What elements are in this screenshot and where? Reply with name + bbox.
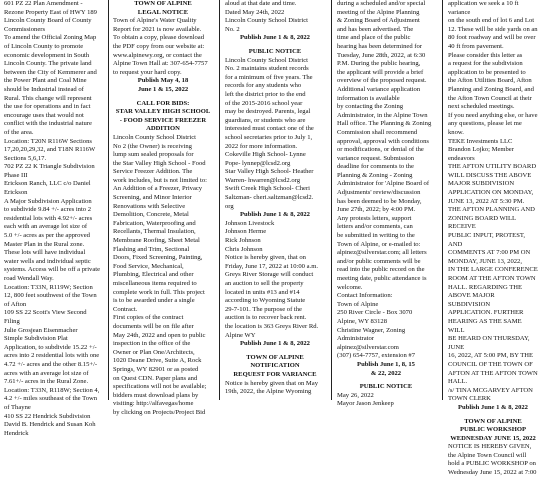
notice-text-line: 40 ft from pavement. (448, 42, 504, 50)
notice-text-line: economic development in South (4, 51, 90, 59)
notice-text-line: the Power Plant and Coal Mine (4, 77, 87, 85)
notice-text-line: to subdivide 9.84 +/- acres into 2 (4, 206, 92, 214)
notice-text-line: Town of Alpine's Water Quality (113, 17, 197, 25)
notice-text-line: CALL FOR BIDS: (136, 99, 190, 107)
notice-text-line: Dated May 24th, 2022 (225, 8, 285, 16)
notice-text-line: Recellants, Thermal Insulation, (113, 228, 196, 236)
column-5 (448, 0, 538, 477)
notice-text-line: Chris Johnson (225, 245, 263, 253)
notice-text-line: Report for 2021 is now available. (113, 25, 202, 33)
notice-text-line: an auction to sell the property (225, 280, 304, 287)
notice-text-line: First copies of the contract (113, 314, 184, 322)
notice-text-line: An Addition of a Freezer, Privacy (113, 185, 203, 193)
notice-text-line: Fabrication, Waterproofing and (113, 219, 196, 227)
notice-text-line: any questions, please let me know. (448, 120, 522, 136)
notice-text-line: Lincoln County Board of County (4, 17, 92, 25)
notice-text-line: WEDNESDAY JUNE 15, 2022 (450, 434, 536, 442)
notice-text-line: TEKE Investments LLC (448, 137, 513, 145)
notice-text-line: 250 River Circle - Box 3070 (337, 309, 413, 317)
notice-text-line: 12, 800 feet southwest of the Town (4, 292, 97, 300)
notice-text-line: a request for the subdivision (448, 60, 523, 68)
notice-text-line: No. 2 maintains student records (225, 65, 309, 73)
notice-text-line: Publish June 1 & 8, 2022 (458, 403, 528, 411)
notice-text-line: aloud at that date and time. (225, 0, 297, 7)
notice-text-line: by clicking on Projects/Project Bid (113, 408, 206, 416)
notice-text-line: bidders must download plans by (113, 391, 199, 399)
notice-text-line: is to be awarded under a single (113, 297, 195, 305)
notice-text-line: David B. Hendrick and Susan Koh (4, 421, 96, 429)
notice-text-line: 109 SS 22 Scott's View Second Filing (4, 309, 87, 325)
notice-text-line: Master Plan in the Rural zone. (4, 240, 85, 248)
notice-text-line: If you need anything else, or have (448, 111, 538, 119)
notice-text-line: hearing has been determined for (337, 42, 422, 50)
notice-text-line: TOWN OF ALPINE (246, 353, 304, 361)
notice-text-line: Plumbing, Electrical and other (113, 271, 194, 279)
notice-text-line: work includes, but is not limited to: (113, 176, 207, 184)
notice-text-line: Warren- hwarren@lcsd2.org (225, 176, 300, 184)
notice-text-line: PUBLIC INPUT, PROTEST, AND (448, 232, 526, 248)
notice-text-line: May 24th, 2022 and open to public (113, 331, 206, 339)
notice-text-line: welcome. (337, 283, 363, 291)
notice-text-line: Administrator (337, 335, 374, 343)
notice-text-line: read into the public record on the (337, 266, 425, 274)
notice-text-line: Wednesday June 15, 2022 at 7:00 (448, 469, 537, 477)
notice-text-line: next scheduled meetings. (448, 103, 515, 111)
notice-text-line: Rural. This change will represent (4, 94, 92, 102)
notice-text-line: acres into 2 residential lots with one (4, 352, 100, 360)
notice-text-line: Alpine Town Hall at: 307-654-7757 (113, 60, 208, 68)
notice-text-line: Sections 5,6,17. (4, 154, 47, 162)
notice-text-line: for a minimum of five years. The (225, 73, 313, 81)
notice-text-line: Food Service, Mechanical, (113, 262, 184, 270)
notice-text-line: MONDAY, JUNE 13, 2022, (448, 257, 523, 265)
notice-text-line: Alpine, WY 83128 (337, 317, 387, 325)
notice-text-line: variance request. Submission (337, 154, 415, 162)
column-divider (331, 0, 332, 400)
notice-text-line: May 26, 2022 (337, 391, 374, 399)
notice-text-line: Flashing and Trim, Sectional (113, 245, 190, 253)
notice-text-line: on Quest CDN. Paper plans and (113, 374, 198, 382)
notice-text-line: alpinez@silverstar.com (337, 343, 399, 351)
notice-text-line: PUBLIC NOTICE (248, 47, 302, 55)
notice-text-line: www.alpinewy.org, or contact the (113, 51, 202, 59)
column-2 (113, 0, 213, 416)
notice-text-line: LEGAL NOTICE (137, 8, 189, 16)
notice-text-line: ROOM AT THE AFTON TOWN (448, 275, 536, 282)
notice-text-line: Commissioners (4, 25, 46, 33)
notice-text-line: Adjustments' review/discussion (337, 189, 421, 197)
notice-text-line: Service Freezer Addition. The (113, 168, 193, 176)
notice-text-line: Pope- lynnep@lcsd2.org (225, 159, 291, 167)
notice-text-line: endeavors (448, 154, 475, 162)
notice-text-line: Commission shall recommend (337, 128, 418, 136)
notice-text-line: has been deemed to be Monday, (337, 197, 422, 205)
notice-text-line: BE HEARD ON THURSDAY, JUNE (448, 335, 530, 351)
notice-text-line: Membrane Roofing, Sheet Metal (113, 237, 200, 245)
notice-text-line: the PDF copy from our website at: (113, 42, 205, 50)
notice-text-line: Owner or Plan One/Architects, (113, 348, 195, 356)
notice-text-line: 29-7-101. The purpose of the (225, 305, 302, 313)
column-3 (225, 0, 325, 400)
notice-text-line: 12. These will be side yards on an (448, 25, 538, 33)
notice-text-line: Application, to subdivide 15.22 +/- (4, 343, 97, 351)
notice-text-line: JUNE 13, 2022 AT 5:30 PM. (448, 197, 525, 205)
notice-text-line: road Wendall Way. (4, 275, 54, 282)
notice-text-line: Doors, Fixed Screening, Painting, (113, 254, 203, 262)
notice-text-line: complete work in full. This project (113, 288, 205, 296)
notice-text-line: 19th, 2022, the Alpine Wyoming (225, 388, 312, 396)
notice-text-line: Erickson (4, 189, 28, 197)
notice-text-line: Renovations with Selective (113, 202, 186, 210)
notice-text-line: Additional variance application (337, 85, 421, 93)
notice-text-line: the applicant will provide a brief (337, 68, 424, 76)
notice-text-line: and/or public comments will be (337, 257, 421, 265)
notice-text-line: miscellaneous items required to (113, 280, 197, 287)
notice-text-line: alpinez@silverstar.com; all letters (337, 249, 427, 257)
notice-text-line: Administrator for 'Alpine Board of (337, 180, 430, 188)
notice-text-line: on the south end of lot 6 and Lot (448, 17, 535, 25)
notice-text-line: Friday, June 17, 2022 at 10:00 a.m. (225, 262, 318, 270)
notice-text-line: Publish June 1, 8, 15 (357, 360, 415, 368)
notice-text-line: Julie Grosjean Eisenmacher (4, 326, 78, 334)
notice-text-line: of Afton (4, 300, 27, 308)
notice-text-line: org (225, 202, 234, 210)
notice-text-line: Location: T33N, R119W; Section (4, 283, 93, 291)
notice-text-line: PUBLIC NOTICE (359, 383, 413, 391)
notice-text-line: HALL. (448, 378, 468, 386)
notice-text-line: Johnson Herme (225, 228, 267, 236)
notice-text-line: located in units #13 and #14 (225, 288, 300, 296)
notice-text-line: & 22, 2022 (370, 369, 402, 377)
notice-text-line: meeting date, public attendance is (337, 275, 427, 282)
notice-text-line: between the City of Kemmerer and (4, 68, 97, 76)
notice-text-line: Lincoln County School District (225, 56, 308, 64)
notice-text-line: No. 2 (225, 25, 240, 33)
notice-text-line: Simple Subdivision Plat (4, 335, 68, 343)
notice-text-line: of the 2015-2016 school year (225, 99, 303, 107)
notice-text-line: left the district prior to the end (225, 90, 306, 98)
notice-text-line: ABOVE MAJOR SUBDIVISION (448, 292, 495, 308)
notice-text-line: records for any students who (225, 82, 302, 90)
notice-text-line: Contract. (113, 305, 138, 313)
notice-text-line: 4.72 +/- acres and the other 8.15+/- (4, 360, 98, 368)
notice-text-line: systems. Access will be off a private (4, 266, 101, 274)
notice-text-line: inspection in the office of the (113, 340, 191, 348)
notice-text-line: of Thayne (4, 403, 31, 411)
notice-text-line: WILL DISCUSS THE ABOVE (448, 171, 532, 179)
notice-text-line: HEARING AS THE SAME WILL (448, 317, 522, 334)
notice-text-line: Any protests letters, support (337, 214, 412, 222)
notice-text-line: 601 PZ 22 Plan Amendment - (4, 0, 83, 7)
notice-text-line: COMMENTS AT 7:00 PM ON (448, 249, 531, 257)
notice-text-line: Notice is hereby given, that on (225, 254, 306, 262)
notice-text-line: Demolition, Concrete, Metal (113, 211, 189, 219)
notice-text-line: PUBLIC WORKSHOP (459, 426, 526, 434)
notice-text-line: June 1 & 15, 2022 (137, 85, 189, 93)
notice-text-line: during a scheduled and/or special (337, 0, 426, 7)
notice-text-line: 17,20,20,29,32, and T18N R116W (4, 146, 96, 154)
notice-text-line: Greys River Storage will conduct (225, 271, 314, 279)
notice-text-line: auction is to recover back rent. (225, 314, 307, 322)
notice-text-line: Publish June 1 & 8, 2022 (240, 340, 310, 348)
notice-text-line: HALL. REGARDING THE (448, 283, 523, 291)
notice-text-line: Screening, and Minor Interior (113, 194, 192, 202)
notice-text-line: information is available (337, 94, 400, 102)
notice-text-line: To amend the Official Zoning Map (4, 34, 97, 42)
notice-text-line: 1020 Deane Drive, Suite A, Rock (113, 357, 202, 365)
notice-text-line: COUNCIL OF THE TOWN OF (448, 360, 533, 368)
notice-text-line: of Lincoln County to promote (4, 42, 84, 50)
notice-text-line: the location is 363 Greys River Rd. (225, 322, 319, 330)
notice-text-line: THE AFTON PLANNING AND (448, 206, 535, 214)
notice-text-line: application to be presented to (448, 68, 526, 76)
notice-text-line: to request your hard copy. (113, 68, 182, 76)
column-1 (4, 0, 102, 437)
notice-text-line: the Afton Town Council at their (448, 94, 532, 102)
notice-text-line: 2022 for more information. (225, 142, 298, 150)
notice-text-line: Alpine WY (225, 331, 256, 339)
notice-text-line: acres with an average lot size of (4, 369, 89, 377)
notice-text-line: application we seek a 10 ft variance (448, 0, 519, 16)
notice-text-line: Contact Information: (337, 292, 393, 300)
notice-text-line: Rick Johnson (225, 237, 261, 245)
notice-text-line: MAJOR SUBDIVISION (448, 180, 515, 188)
notice-text-line: NOTICE IS HEREBY GIVEN, (448, 443, 532, 451)
notice-text-line: 16, 2022, AT 5:00 PM, BY THE (448, 352, 534, 360)
notice-text-line: interested must contact one of the (225, 125, 314, 133)
column-divider (108, 0, 109, 400)
notice-text-line: lump sum sealed proposals for (113, 151, 194, 159)
notice-text-line: P.M. During the public hearing, (337, 60, 421, 68)
column-4 (337, 0, 435, 408)
notice-text-line: according to Wyoming Statute (225, 297, 306, 305)
notice-text-line: Lincoln County School District (113, 133, 196, 141)
notice-text-line: 7.61+/- acres in the Rural Zone. (4, 378, 89, 386)
notice-text-line: Phase III (4, 171, 28, 179)
notice-text-line: guardians, or students who are (225, 116, 306, 124)
notice-text-line: overview of the proposed request. (337, 77, 427, 85)
notice-text-line: Publish June 1 & 8, 2022 (240, 211, 310, 219)
notice-text-line: Johnson Livestock (225, 219, 275, 227)
notice-text-line: /s/ TINA MCGARVEY AFTON (448, 386, 533, 394)
notice-text-line: specifications will not be available; (113, 383, 207, 391)
notice-text-line: APPLICATION. FURTHER (448, 309, 524, 317)
notice-text-line: or modifications, or denial of the (337, 146, 424, 154)
notice-text-line: Notice is hereby given that on May (225, 379, 319, 387)
notice-text-line: by contacting the Zoning (337, 103, 404, 111)
notice-text-line: residential lots with 4.92+/- acres (4, 214, 93, 222)
notice-text-line: Location: T33N, R118W; Section 4, (4, 386, 100, 394)
notice-text-line: time and place of the public (337, 34, 411, 42)
notice-text-line: Erickson Ranch, LLC c/o Daniel (4, 180, 91, 188)
notice-text-line: Rezone Property East of HWY 189 (4, 8, 97, 16)
notice-text-line: Mayor Jason Jenkeep (337, 400, 394, 408)
notice-text-line: To obtain a copy, please download (113, 34, 205, 42)
notice-text-line: and has been advertised. The (337, 25, 414, 33)
notice-text-line: ADDITION (146, 125, 180, 133)
notice-text-line: 5.0 +/- acres as per the approved (4, 232, 90, 240)
notice-text-line: water wells and individual septic (4, 257, 91, 265)
notice-text-line: Cokeville High School- Lynne (225, 151, 306, 159)
notice-text-line: Location: T20N R116W Sections (4, 137, 92, 145)
notice-text-line: Lincoln County. The private land (4, 60, 92, 68)
notice-text-line: deadline for comments to the (337, 163, 414, 171)
notice-text-line: IN THE LARGE CONFERENCE (448, 266, 538, 274)
notice-text-line: documents will be on file after (113, 322, 194, 330)
notice-text-line: STAR VALLEY HIGH SCHOOL (115, 108, 211, 116)
notice-text-line: Springs, WY 82901 or as posted (113, 365, 199, 373)
notice-text-line: be submitted in writing to the (337, 232, 415, 240)
notice-text-line: visiting: http://alfavegas/home (113, 400, 194, 408)
notice-text-line: APPLICATION ON MONDAY, (448, 189, 534, 197)
notice-text-line: & Zoning Board of Adjustment (337, 17, 420, 25)
notice-text-line: the use for operations and in fact (4, 103, 91, 111)
notice-text-line: Christine Wagner, Zoning (337, 326, 406, 334)
notice-text-line: June 27th, 2022; by 4:00 PM. (337, 206, 416, 214)
notice-text-line: conflict with the industrial nature (4, 120, 92, 128)
notice-text-line: Star Valley High School- Heather (225, 168, 314, 176)
notice-text-line: No 2 (the Owner) is receiving (113, 142, 192, 150)
notice-text-line: TOWN OF ALPINE (134, 0, 192, 7)
notice-text-line: Tuesday, June 28th, 2022, at 6:30 (337, 51, 426, 59)
notice-text-line: may be destroyed. Parents, legal (225, 108, 311, 116)
notice-text-line: 410 SS 22 Hendrick Subdivision (4, 412, 91, 420)
notice-text-line: 80 foot roadway and will be over (448, 34, 536, 42)
notice-text-line: A Major Subdivision Application (4, 197, 92, 205)
notice-text-line: ZONING BOARD WILL RECEIVE (448, 214, 516, 231)
notice-text-line: Planning and Zoning Board, and (448, 85, 534, 93)
notice-text-line: THE AFTON UTILITY BOARD (448, 163, 537, 171)
notice-text-line: Hall office. The Planning & Zoning (337, 120, 432, 128)
notice-text-line: Town of Alpine, or e-mailed to: (337, 240, 421, 248)
notice-text-line: 4.2 +/- miles southeast of the Town (4, 395, 98, 403)
notice-text-line: Administrator, in the Alpine Town (337, 111, 428, 119)
notice-text-line: each with an average lot size of (4, 223, 88, 231)
notice-text-line: REQUEST FOR VARIANCE (233, 370, 317, 378)
notice-text-line: Hendrick (4, 429, 29, 437)
notice-text-line: TOWN CLERK (448, 395, 491, 403)
notice-text-line: 702 PZ 22 K Triangle Subdivision (4, 163, 95, 171)
notice-text-line: (307) 654-7757, extension #7 (337, 352, 416, 360)
notice-text-line: hold a PUBLIC WORKSHOP on (448, 460, 536, 468)
notice-text-line: of the area. (4, 128, 34, 136)
notice-text-line: NOTIFICATION (250, 362, 300, 370)
notice-text-line: Brandon Lojko; Member (448, 146, 514, 154)
notice-text-line: Publish June 1 & 8, 2022 (240, 34, 310, 42)
notice-text-line: Publish May 4, 18 (137, 77, 189, 85)
notice-text-line: letters and/or comments, can (337, 223, 413, 231)
column-divider (442, 0, 443, 400)
notice-text-line: - FOOD SERVICE FREEZER (119, 116, 207, 124)
column-divider (219, 0, 220, 400)
notice-text-line: Saltzman- cheri.saltzman@lcsd2. (225, 194, 314, 202)
notice-text-line: the Afton Utilities Board, Afton (448, 77, 532, 85)
notice-text-line: These lots will have individual (4, 249, 86, 257)
notice-text-line: Planning & Zoning - Zoning (337, 171, 413, 179)
notice-text-line: the Alpine Town Council will (448, 451, 527, 459)
notice-text-line: the Star Valley High School - Food (113, 159, 206, 167)
notice-text-line: should be Industrial instead of (4, 85, 84, 93)
notice-text-line: encourage uses that would not (4, 111, 84, 119)
notice-text-line: meeting of the Alpine Planning (337, 8, 420, 16)
notice-text-line: Please consider this letter as (448, 51, 523, 59)
notice-text-line: AFTON AT THE AFTON TOWN (448, 369, 538, 377)
notice-text-line: school secretaries prior to July 1, (225, 133, 313, 141)
notice-text-line: Swift Creek High School- Cheri (225, 185, 310, 193)
notice-text-line: Lincoln County School District (225, 17, 308, 25)
notice-text-line: Town of Alpine (337, 300, 379, 308)
notice-text-line: TOWN OF ALPINE (464, 417, 522, 425)
notice-text-line: approval, approval with conditions (337, 137, 429, 145)
